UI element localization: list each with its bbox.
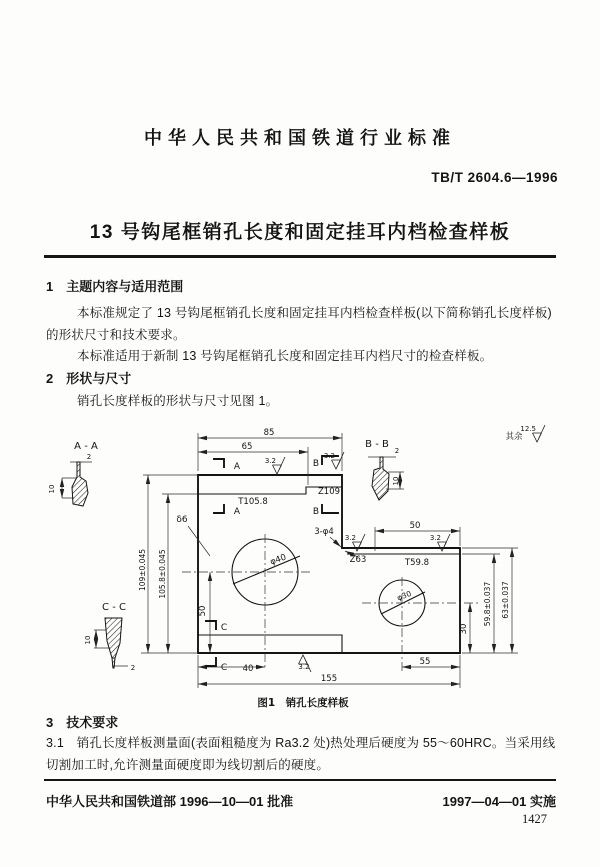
svg-text:Z109: Z109 <box>317 487 341 497</box>
centerlines <box>182 534 478 672</box>
section-1-paragraph-1-line-1: 本标准规定了 13 号钩尾框销孔长度和固定挂耳内档检查样板(以下简称销孔长度样板) <box>77 306 552 320</box>
svg-text:12.5: 12.5 <box>520 425 536 433</box>
svg-text:δ6: δ6 <box>176 515 188 525</box>
standard-header: 中华人民共和国铁道行业标准 <box>144 128 456 148</box>
section-a-a-shape <box>72 462 88 506</box>
svg-text:3.2: 3.2 <box>323 452 335 460</box>
svg-text:B: B <box>312 507 320 517</box>
svg-text:T59.8: T59.8 <box>404 558 430 568</box>
svg-text:B: B <box>312 459 320 469</box>
svg-text:3.2: 3.2 <box>298 663 310 671</box>
svg-text:50: 50 <box>409 521 421 531</box>
svg-text:30: 30 <box>459 623 469 635</box>
svg-text:3-φ4: 3-φ4 <box>314 527 334 537</box>
section-b-b-shape <box>372 457 389 500</box>
svg-text:2: 2 <box>86 453 92 461</box>
svg-text:A - A: A - A <box>74 441 98 452</box>
svg-text:C: C <box>220 663 228 673</box>
svg-text:Z63: Z63 <box>349 555 367 565</box>
svg-text:2: 2 <box>130 664 136 672</box>
implementation-date: 1997—04—01 实施 <box>442 794 556 809</box>
bottom-divider <box>44 779 556 781</box>
svg-text:59.8±0.037: 59.8±0.037 <box>483 581 492 627</box>
svg-text:3.2: 3.2 <box>344 534 356 542</box>
section-2-title: 形状与尺寸 <box>66 371 132 386</box>
leader-delta6 <box>188 526 210 556</box>
section-1-title: 主题内容与适用范围 <box>66 279 184 294</box>
svg-text:63±0.037: 63±0.037 <box>501 581 510 619</box>
svg-text:85: 85 <box>263 428 275 438</box>
section-c-c-tip <box>112 658 115 668</box>
svg-text:10: 10 <box>84 635 92 645</box>
svg-text:A: A <box>233 507 241 517</box>
svg-text:T105.8: T105.8 <box>238 497 268 507</box>
section-1-paragraph-2: 本标准适用于新制 13 号钩尾框销孔长度和固定挂耳内档尺寸的检查样板。 <box>77 349 493 363</box>
section-1-heading <box>46 276 183 295</box>
svg-text:其余: 其余 <box>505 432 523 442</box>
svg-text:2: 2 <box>394 447 400 455</box>
section-1-number: 1 <box>46 279 54 294</box>
figure-drawing <box>40 415 560 711</box>
standard-number: TB/T 2604.6—1996 <box>431 170 558 185</box>
svg-text:65: 65 <box>241 442 253 452</box>
svg-text:50: 50 <box>198 605 208 617</box>
section-2-paragraph: 销孔长度样板的形状与尺寸见图 1。 <box>77 394 279 408</box>
svg-text:φ40: φ40 <box>268 552 288 568</box>
svg-text:φ30: φ30 <box>395 588 413 603</box>
leader-3-phi4 <box>330 537 341 547</box>
document-title: 13 号钩尾框销孔长度和固定挂耳内档检查样板 <box>89 222 511 243</box>
svg-text:10: 10 <box>48 484 56 494</box>
section-3-heading <box>46 712 118 731</box>
svg-text:109±0.045: 109±0.045 <box>138 548 147 592</box>
section-c-c-shape <box>105 618 122 658</box>
section-2-heading <box>46 368 131 387</box>
svg-text:155: 155 <box>320 674 338 684</box>
section-3-paragraph-line-2: 切割加工时,允许测量面硬度即为线切割后的硬度。 <box>46 758 330 772</box>
svg-text:B - B: B - B <box>365 439 389 450</box>
page-number: 1427 <box>522 812 547 826</box>
approval-note: 中华人民共和国铁道部 1996—10—01 批准 <box>46 794 294 809</box>
section-3-number: 3 <box>46 715 54 730</box>
svg-text:10: 10 <box>392 476 400 486</box>
section-3-title: 技术要求 <box>66 715 119 730</box>
svg-text:105.8±0.045: 105.8±0.045 <box>158 549 167 599</box>
svg-text:3.2: 3.2 <box>264 457 276 465</box>
section-2-number: 2 <box>46 371 54 386</box>
svg-text:图1 销孔长度样板: 图1 销孔长度样板 <box>257 697 349 709</box>
section-3-paragraph-line-1: 3.1 销孔长度样板测量面(表面粗糙度为 Ra3.2 处)热处理后硬度为 55～60HRC。当采用线 <box>46 736 556 750</box>
svg-text:C - C: C - C <box>102 602 126 613</box>
svg-text:55: 55 <box>419 657 431 667</box>
svg-text:40: 40 <box>242 664 254 674</box>
svg-text:3.2: 3.2 <box>429 534 441 542</box>
figure-annotations <box>48 425 545 709</box>
top-divider <box>44 255 556 258</box>
section-1-paragraph-1-line-2: 的形状尺寸和技术要求。 <box>46 328 186 342</box>
svg-text:C: C <box>220 623 228 633</box>
svg-text:A: A <box>233 462 241 472</box>
